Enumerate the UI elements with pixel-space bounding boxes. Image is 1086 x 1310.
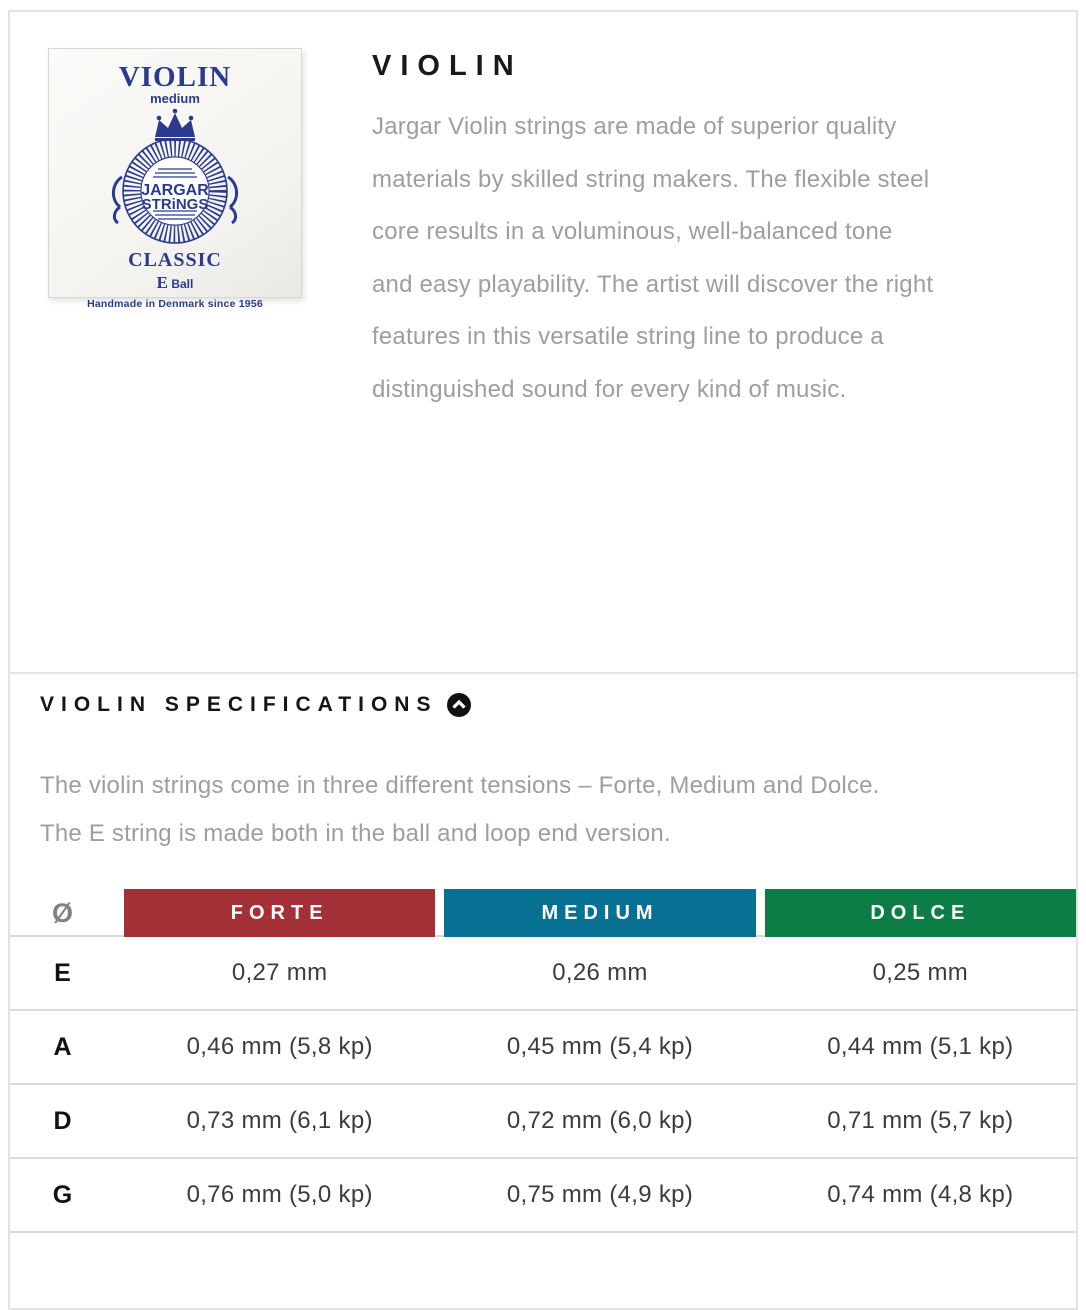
description-line: features in this versatile string line to produce a [372, 323, 884, 350]
string-label: E [54, 958, 71, 987]
brand-name-bottom: STRiNGS [141, 196, 209, 213]
product-card [8, 10, 1078, 1310]
page-title: VIOLIN [372, 50, 523, 82]
string-label: A [53, 1032, 72, 1061]
package-tension-label: medium [150, 91, 200, 106]
dolce-value: 0,74 mm (4,8 kp) [827, 1181, 1014, 1208]
package-instrument-label: VIOLIN [118, 61, 232, 93]
forte-value: 0,27 mm [231, 959, 328, 986]
description-line: and easy playability. The artist will discover the right [372, 270, 934, 298]
description-line: core results in a voluminous, well-balanced tone [372, 218, 893, 245]
string-label: G [52, 1180, 73, 1209]
table-row-e [10, 937, 1076, 1011]
specifications-section [10, 674, 1076, 1233]
product-text-block [372, 48, 1038, 672]
forte-value: 0,76 mm (5,0 kp) [186, 1181, 373, 1208]
specifications-accordion-toggle[interactable] [40, 692, 1046, 718]
package-origin-label: Handmade in Denmark since 1956 [87, 298, 263, 310]
table-row-d [10, 1085, 1076, 1159]
description-line: materials by skilled string makers. The flexible steel [372, 165, 930, 193]
jargar-crest-logo [100, 107, 250, 245]
table-row-a [10, 1011, 1076, 1085]
specifications-table [10, 889, 1076, 1233]
table-header-row [10, 889, 1076, 937]
specifications-title: VIOLIN SPECIFICATIONS [40, 693, 438, 716]
medium-value: 0,45 mm (5,4 kp) [506, 1033, 694, 1060]
description-line: distinguished sound for every kind of music. [372, 375, 847, 403]
column-header-medium: MEDIUM [444, 889, 755, 937]
package-series-label: CLASSIC [128, 249, 222, 271]
medium-value: 0,72 mm (6,0 kp) [506, 1107, 694, 1134]
product-package-image [48, 48, 302, 310]
forte-value: 0,46 mm (5,8 kp) [186, 1033, 373, 1060]
product-description [372, 101, 1038, 416]
string-label: D [53, 1106, 72, 1135]
dolce-value: 0,44 mm (5,1 kp) [827, 1033, 1014, 1060]
brand-name-top: JARGAR [141, 182, 209, 199]
medium-value: 0,75 mm (4,9 kp) [506, 1181, 694, 1208]
chevron-up-icon[interactable] [447, 693, 471, 717]
dolce-value: 0,71 mm (5,7 kp) [827, 1107, 1014, 1134]
package-string-label: E Ball [156, 273, 194, 292]
description-line: Jargar Violin strings are made of superior quality [372, 113, 897, 140]
product-section [10, 12, 1076, 672]
intro-line: The E string is made both in the ball and loop end version. [40, 820, 671, 847]
column-header-dolce: DOLCE [765, 889, 1076, 937]
medium-value: 0,26 mm [552, 959, 648, 986]
diameter-symbol: Ø [51, 897, 73, 928]
column-header-forte: FORTE [124, 889, 435, 937]
table-row-g [10, 1159, 1076, 1233]
specifications-intro [40, 762, 1046, 858]
intro-line: The violin strings come in three different tensions – Forte, Medium and Dolce. [40, 772, 880, 799]
forte-value: 0,73 mm (6,1 kp) [186, 1107, 373, 1134]
dolce-value: 0,25 mm [872, 959, 969, 986]
